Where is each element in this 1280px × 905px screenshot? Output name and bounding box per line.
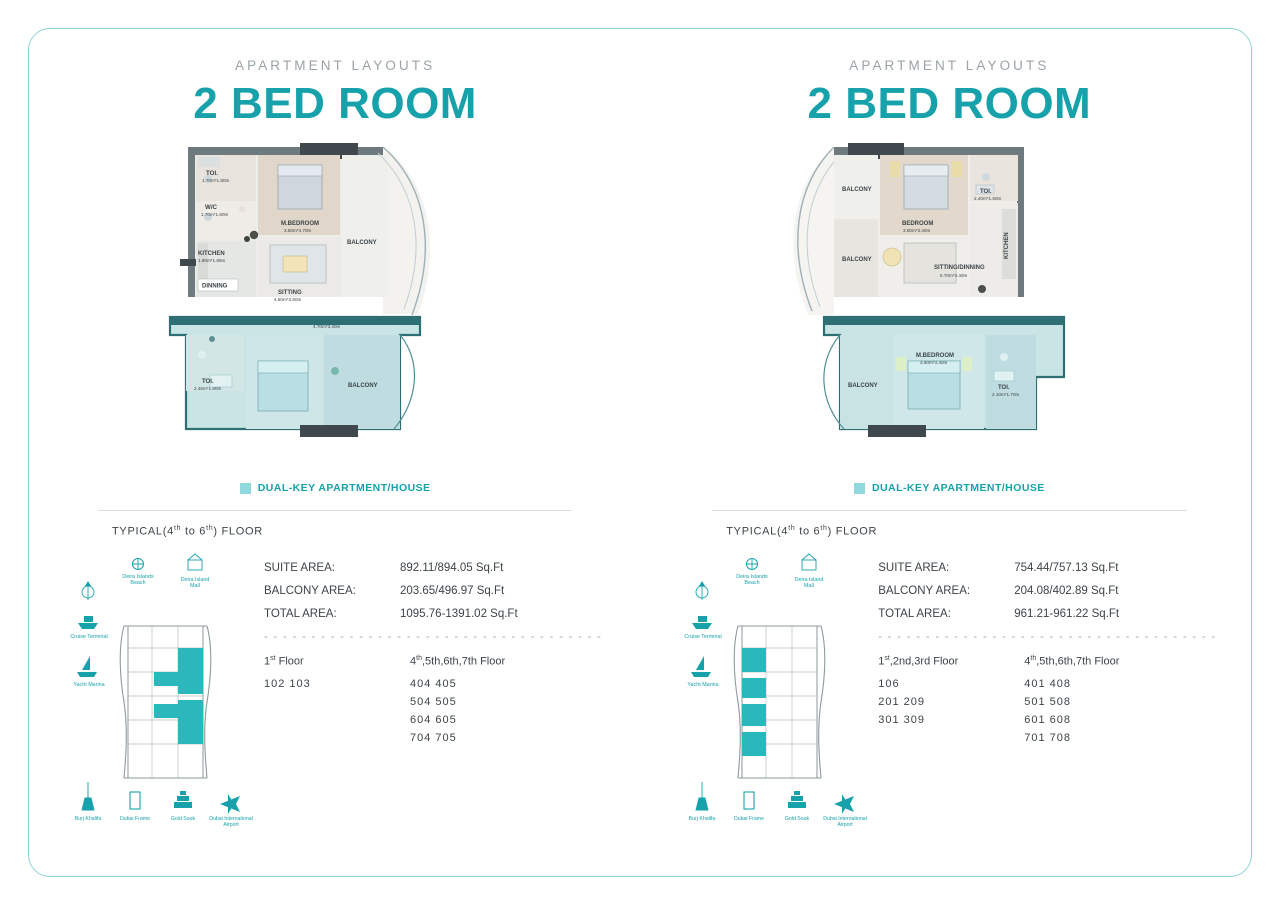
unit-line: 501 508 xyxy=(1024,695,1072,708)
floor-head-prefix: 1 xyxy=(264,655,271,668)
room-label: TOI. xyxy=(980,189,992,196)
svg-text:Yacht Marina: Yacht Marina xyxy=(687,681,719,688)
legend-swatch xyxy=(240,483,251,494)
svg-text:Beach: Beach xyxy=(744,579,760,586)
room-label: DINNING xyxy=(202,283,228,290)
legend-swatch xyxy=(854,483,865,494)
room-label: SITTING/DINNING xyxy=(934,265,986,272)
floor-head-suffix: ,2nd,3rd Floor xyxy=(889,655,959,668)
panel-right-kicker: APARTMENT LAYOUTS xyxy=(849,58,1050,73)
area-label: BALCONY AREA: xyxy=(878,584,971,597)
poi-gold-souk-icon xyxy=(174,791,192,808)
panel-left-floorplan-wrap xyxy=(68,139,602,474)
typical-prefix: TYPICAL(4 xyxy=(112,525,174,538)
svg-text:Dubai International: Dubai International xyxy=(823,815,868,822)
floor-head-suffix: ,5th,6th,7th Floor xyxy=(421,655,506,668)
area-row-balcony xyxy=(878,585,1216,597)
area-label: SUITE AREA: xyxy=(264,561,335,574)
floor-head-prefix: 4 xyxy=(410,655,417,668)
panel-right-divider xyxy=(712,510,1186,511)
poi-dubai-frame-icon xyxy=(744,792,754,809)
panel-left-keyplan xyxy=(68,548,258,828)
poi-airport-icon xyxy=(834,794,854,814)
typical-sup1: th xyxy=(173,525,182,533)
svg-text:Gold Souk: Gold Souk xyxy=(170,815,196,822)
room-dim: 2.45m*1.80m xyxy=(194,386,222,392)
poi-burj-khalifa-icon xyxy=(696,782,708,810)
floor-column-head xyxy=(878,655,1024,668)
panel-left-lower xyxy=(68,548,602,828)
room-dim: 3.60m*3.40m xyxy=(920,360,948,366)
floor-column-head xyxy=(410,655,556,668)
area-row-total xyxy=(264,608,602,620)
panel-right xyxy=(642,28,1256,877)
unit-line: 401 408 xyxy=(1024,677,1072,690)
floor-column-1 xyxy=(878,655,1024,750)
dashed-separator: - - - - - - - - - - - - - - - - - - - - - - - - - - - - - - - - - - - - xyxy=(264,630,603,643)
poi-dubai-frame-icon xyxy=(130,792,140,809)
svg-text:Yacht Marina: Yacht Marina xyxy=(73,681,105,688)
room-dim: 1.70m*1.60m xyxy=(201,212,229,218)
svg-text:Deira Island: Deira Island xyxy=(180,576,210,583)
room-label: BEDROOM xyxy=(902,221,934,228)
panel-left-info xyxy=(258,548,602,828)
panel-right-headline: 2 BED ROOM xyxy=(807,79,1092,128)
typical-sup1: th xyxy=(788,525,796,533)
room-dim: 4.80m*3.60m xyxy=(274,297,302,303)
poi-airport-icon xyxy=(220,794,240,814)
svg-text:Deira Islands: Deira Islands xyxy=(122,573,154,580)
typical-suffix: ) FLOOR xyxy=(827,525,878,538)
poi-yacht-icon xyxy=(691,656,711,677)
unit-line: 601 608 xyxy=(1024,713,1072,726)
area-label: TOTAL AREA: xyxy=(264,607,337,620)
poi-compass-icon xyxy=(82,581,94,600)
room-label: BALCONY xyxy=(842,187,873,194)
unit-line: 504 505 xyxy=(410,695,457,708)
panel-right-typical-floor xyxy=(726,525,1216,538)
svg-text:Airport: Airport xyxy=(223,821,239,828)
svg-text:Mall: Mall xyxy=(804,582,815,589)
room-dim: 3.60m*3.40m xyxy=(903,228,931,234)
floor-head-sup: th xyxy=(1030,654,1037,662)
panel-right-lower xyxy=(682,548,1216,828)
area-label: SUITE AREA: xyxy=(878,561,950,574)
room-dim: 4.70m*3.40m xyxy=(313,324,341,330)
unit-line: 604 605 xyxy=(410,713,457,726)
room-dim: 1.80m*1.85m xyxy=(198,258,226,264)
panel-right-floorplan xyxy=(764,139,1134,469)
room-label: W/C xyxy=(205,204,218,212)
room-dim: 2.10m*1.70m xyxy=(992,392,1020,398)
area-label: TOTAL AREA: xyxy=(878,607,951,620)
room-label: BALCONY xyxy=(842,257,873,264)
svg-text:Burj Khalifa: Burj Khalifa xyxy=(688,815,716,822)
poi-cruise-icon xyxy=(78,616,98,629)
svg-text:Beach: Beach xyxy=(130,579,146,586)
svg-text:Gold Souk: Gold Souk xyxy=(785,815,810,822)
area-row-total xyxy=(878,608,1216,620)
unit-line: 404 405 xyxy=(410,677,457,690)
floor-column-1 xyxy=(264,655,410,750)
unit-line: 201 209 xyxy=(878,695,926,708)
area-value: 1095.76-1391.02 Sq.Ft xyxy=(400,607,518,620)
room-label: TOI. xyxy=(206,170,219,178)
room-dim: 3.50m*4.70m xyxy=(284,228,312,234)
svg-text:Burj Khalifa: Burj Khalifa xyxy=(74,815,102,822)
room-label: BALCONY xyxy=(347,240,377,247)
area-row-balcony xyxy=(264,585,602,597)
svg-text:Mall: Mall xyxy=(190,582,200,589)
svg-text:Cruise Terminal: Cruise Terminal xyxy=(70,633,108,640)
panels-container xyxy=(28,28,1252,877)
room-label: BALCONY xyxy=(348,383,378,390)
unit-line: 704 705 xyxy=(410,731,457,744)
poi-beach-icon xyxy=(747,558,758,569)
typical-suffix: ) FLOOR xyxy=(213,525,263,538)
poi-mall-icon xyxy=(188,554,202,570)
svg-text:Deira Islands: Deira Islands xyxy=(736,573,768,580)
poi-cruise-icon xyxy=(692,616,712,629)
typical-prefix: TYPICAL(4 xyxy=(726,525,789,538)
floor-head-sup: st xyxy=(884,654,890,662)
typical-sup2: th xyxy=(206,525,214,533)
floor-head-suffix: ,5th,6th,7th Floor xyxy=(1036,655,1120,668)
floor-column-head xyxy=(1024,655,1170,668)
area-value: 754.44/757.13 Sq.Ft xyxy=(1014,561,1119,574)
room-dim: 2.40m*1.60m xyxy=(974,196,1002,202)
panel-right-floor-columns xyxy=(878,655,1216,750)
floor-head-sup: th xyxy=(416,654,422,662)
legend-label: DUAL-KEY APARTMENT/HOUSE xyxy=(257,482,431,495)
floor-head-sup: st xyxy=(270,654,276,662)
room-label: TOI. xyxy=(202,379,214,386)
typical-mid: to 6 xyxy=(795,525,821,538)
svg-text:Cruise Terminal: Cruise Terminal xyxy=(684,633,722,640)
room-dim: 1.70m*1.80m xyxy=(202,178,230,184)
panel-right-floorplan-wrap xyxy=(682,139,1216,474)
floor-column-2 xyxy=(410,655,556,750)
poi-compass-icon xyxy=(696,581,708,600)
unit-line: 102 103 xyxy=(264,677,311,690)
area-value: 961.21-961.22 Sq.Ft xyxy=(1014,607,1120,620)
area-label: BALCONY AREA: xyxy=(264,584,356,597)
poi-beach-icon xyxy=(133,558,144,569)
area-value: 204.08/402.89 Sq.Ft xyxy=(1014,584,1119,597)
poi-mall-icon xyxy=(802,554,816,570)
svg-text:Airport: Airport xyxy=(837,821,853,828)
room-label: SITTING xyxy=(278,290,302,297)
room-dim: 5.70m*3.40m xyxy=(940,273,968,279)
panel-right-legend xyxy=(682,482,1216,494)
panel-left-floorplan xyxy=(150,139,520,469)
typical-mid: to 6 xyxy=(181,525,207,538)
room-label: BALCONY xyxy=(848,383,879,390)
panel-left-typical-floor xyxy=(112,525,602,538)
panel-left-headline: 2 BED ROOM xyxy=(193,79,477,128)
room-label: M.BEDROOM xyxy=(281,221,320,228)
floor-column-2 xyxy=(1024,655,1170,750)
panel-left-legend xyxy=(68,482,602,494)
floor-head-prefix: 1 xyxy=(878,655,885,668)
unit-line: 301 309 xyxy=(878,713,926,726)
unit-line: 106 xyxy=(878,677,900,690)
panel-left-floor-columns xyxy=(264,655,602,750)
area-value: 203.65/496.97 Sq.Ft xyxy=(400,584,505,597)
room-label: KITCHEN xyxy=(1004,232,1011,260)
area-row-suite xyxy=(878,562,1216,574)
floor-column-head xyxy=(264,655,410,668)
panel-left-divider xyxy=(98,510,572,511)
area-row-suite xyxy=(264,562,602,574)
room-label: TOI. xyxy=(998,385,1010,392)
svg-text:Dubai Frame: Dubai Frame xyxy=(734,815,765,822)
typical-sup2: th xyxy=(820,525,828,533)
panel-right-info xyxy=(872,548,1216,828)
panel-left xyxy=(28,28,642,877)
poi-yacht-icon xyxy=(77,656,97,677)
unit-line: 701 708 xyxy=(1024,731,1072,744)
area-value: 892.11/894.05 Sq.Ft xyxy=(400,561,504,574)
poi-burj-khalifa-icon xyxy=(82,782,94,810)
room-label: KITCHEN xyxy=(198,251,225,258)
legend-label: DUAL-KEY APARTMENT/HOUSE xyxy=(871,482,1045,495)
svg-text:Dubai International: Dubai International xyxy=(209,815,253,822)
floor-head-prefix: 4 xyxy=(1024,655,1031,668)
dashed-separator: - - - - - - - - - - - - - - - - - - - - - - - - - - - - - - - - - - - - xyxy=(878,630,1217,643)
poi-gold-souk-icon xyxy=(788,791,806,808)
room-label: M.BEDROOM xyxy=(916,353,955,360)
svg-text:Deira Island: Deira Island xyxy=(794,576,824,583)
panel-right-keyplan xyxy=(682,548,872,828)
panel-left-kicker: APARTMENT LAYOUTS xyxy=(235,58,436,73)
svg-text:Dubai Frame: Dubai Frame xyxy=(120,815,150,822)
floor-head-suffix: Floor xyxy=(275,655,304,668)
